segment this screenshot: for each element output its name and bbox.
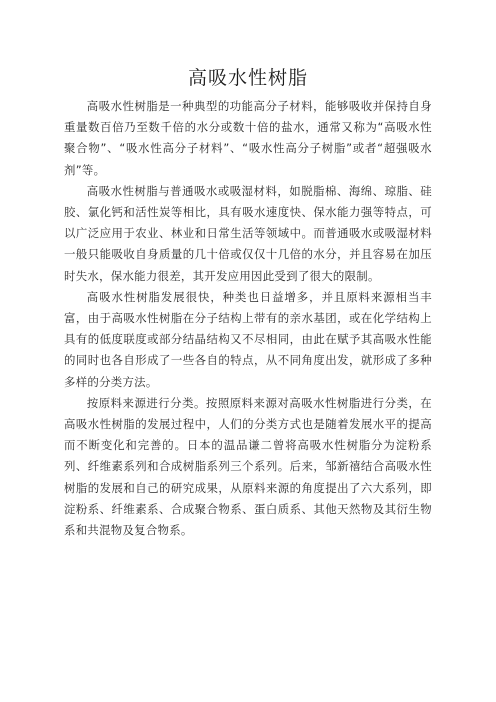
paragraph: 高吸水性树脂是一种典型的功能高分子材料，能够吸收并保持自身重量数百倍乃至数千倍的水分或数十倍的盐水，通常又称为“高吸水性聚合物”、“吸水性高分子材料”、“吸水性高分子树脂”或者“超强吸水剂”等。 [64, 99, 432, 177]
document-title: 高吸水性树脂 [187, 67, 308, 89]
paragraph: 高吸水性树脂发展很快，种类也日益增多，并且原料来源相当丰富，由于高吸水性树脂在分子结构上带有的亲水基团，或在化学结构上具有的低度联度或部分结晶结构又不尽相同，由此在赋予其高吸水性能的同时也各自形成了一些各自的特点，从不同角度出发，就形成了多种多样的分类方法。 [64, 289, 432, 389]
document-body [64, 96, 432, 541]
paragraph: 高吸水性树脂与普通吸水或吸湿材料，如脱脂棉、海绵、琼脂、硅胶、氯化钙和活性炭等相比，具有吸水速度快、保水能力强等特点，可以广泛应用于农业、林业和日常生活等领域中。而普通吸水或吸湿材料一般只能吸收自身质量的几十倍或仅仅十几倍的水分，并且容易在加压时失水，保水能力很差，其开发应用因此受到了很大的限制。 [64, 183, 432, 283]
paragraph: 按原料来源进行分类。按照原料来源对高吸水性树脂进行分类，在高吸水性树脂的发展过程中，人们的分类方式也是随着发展水平的提高而不断变化和完善的。日本的温品谦二曾将高吸水性树脂分为淀粉系列、纤维素系列和合成树脂系列三个系列。后来，邹新禧结合高吸水性树脂的发展和自己的研究成果，从原料来源的角度提出了六大系列，即淀粉系、纤维素系、合成聚合物系、蛋白质系、其他天然物及其衍生物系和共混物及复合物系。 [64, 395, 432, 538]
